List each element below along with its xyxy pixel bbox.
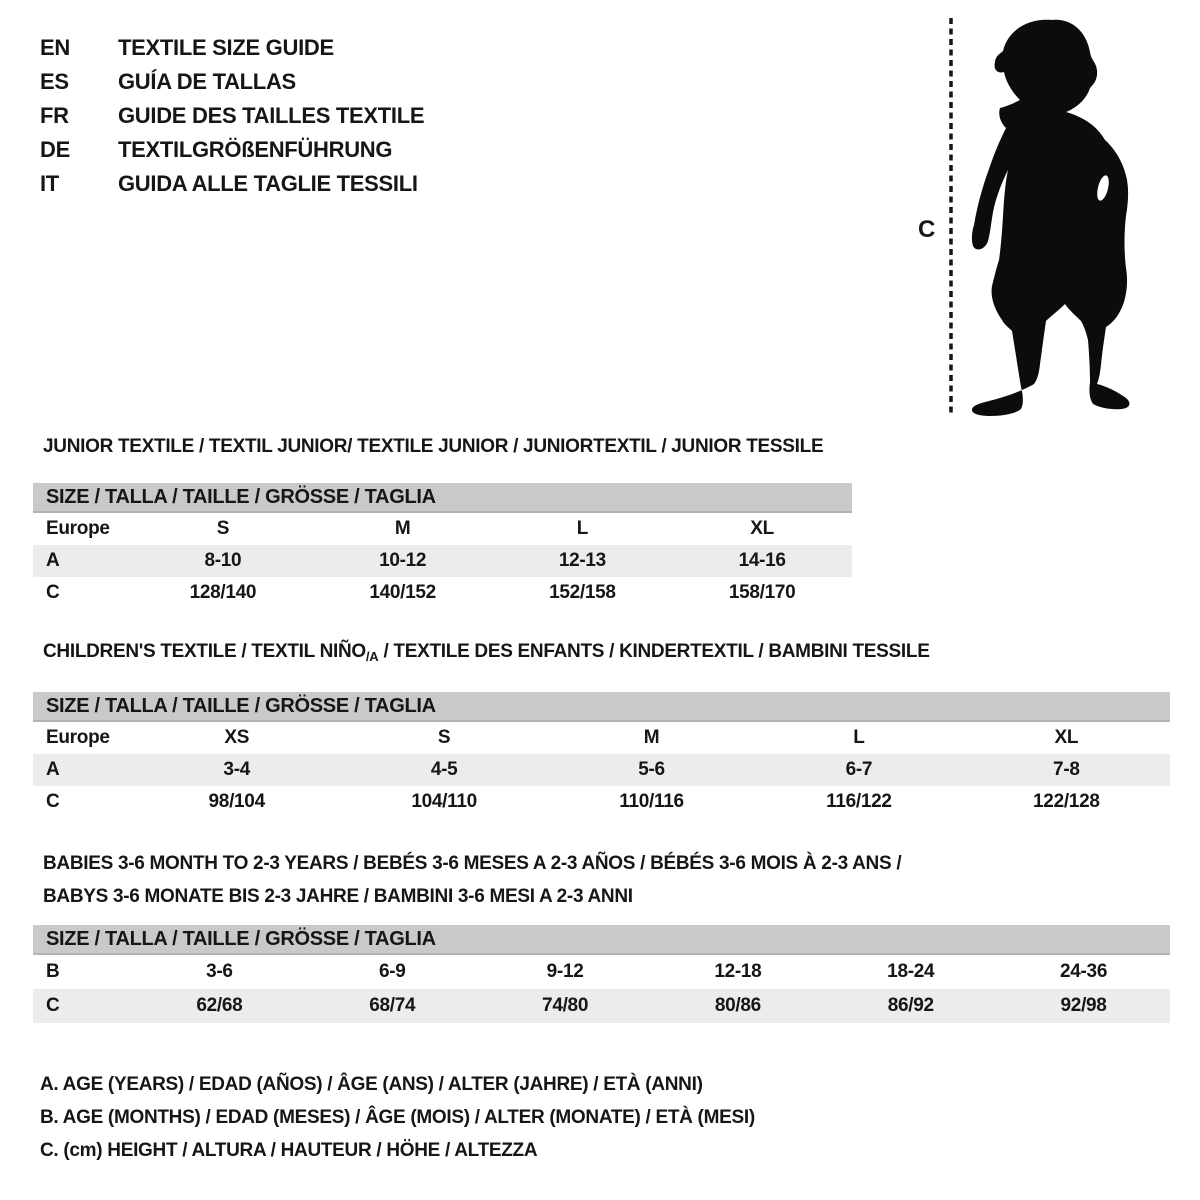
row-label: C bbox=[46, 791, 60, 812]
row-label: Europe bbox=[46, 727, 110, 748]
language-row-fr bbox=[40, 99, 424, 133]
children-title-post: / TEXTILE DES ENFANTS / KINDERTEXTIL / BAMBINI TESSILE bbox=[378, 641, 930, 662]
age-cell: 5-6 bbox=[638, 759, 665, 780]
language-title-list bbox=[40, 31, 424, 201]
size-cell: M bbox=[394, 518, 411, 539]
height-cell: 86/92 bbox=[887, 995, 934, 1016]
row-label: C bbox=[46, 582, 60, 603]
height-cell: 98/104 bbox=[208, 791, 265, 812]
babies-size-header-bar bbox=[33, 925, 1170, 955]
age-cell: 7-8 bbox=[1053, 759, 1080, 780]
height-cell: 68/74 bbox=[369, 995, 416, 1016]
height-cell: 80/86 bbox=[714, 995, 761, 1016]
table-row bbox=[33, 577, 852, 609]
height-cell: 152/158 bbox=[549, 582, 616, 603]
age-cell: 18-24 bbox=[887, 961, 935, 982]
age-cell: 3-4 bbox=[223, 759, 250, 780]
table-row bbox=[33, 786, 1170, 818]
height-cell: 110/116 bbox=[619, 791, 684, 812]
height-cell: 128/140 bbox=[189, 582, 257, 603]
table-row bbox=[33, 513, 852, 545]
babies-size-table bbox=[33, 925, 1170, 1023]
height-cell: 122/128 bbox=[1033, 791, 1100, 812]
junior-size-header-bar bbox=[33, 483, 852, 513]
age-cell: 8-10 bbox=[204, 550, 242, 571]
age-cell: 4-5 bbox=[430, 759, 458, 780]
size-cell: L bbox=[853, 727, 865, 748]
size-cell: XL bbox=[1054, 727, 1079, 748]
height-cell: 116/122 bbox=[826, 791, 892, 812]
height-cell: 62/68 bbox=[196, 995, 243, 1016]
row-label: C bbox=[46, 995, 60, 1016]
row-label: A bbox=[46, 759, 60, 780]
row-label: B bbox=[46, 961, 60, 982]
height-cell: 158/170 bbox=[728, 582, 796, 603]
table-row bbox=[33, 989, 1170, 1023]
language-row-es bbox=[40, 65, 424, 99]
row-label: Europe bbox=[46, 518, 110, 539]
height-cell: 140/152 bbox=[369, 582, 436, 603]
toddler-silhouette bbox=[972, 20, 1130, 416]
junior-size-table bbox=[33, 483, 852, 609]
age-cell: 24-36 bbox=[1060, 961, 1108, 982]
language-code-es: ES bbox=[40, 69, 69, 94]
children-size-header-label: SIZE / TALLA / TAILLE / GRÖSSE / TAGLIA bbox=[46, 695, 436, 717]
height-cell: 74/80 bbox=[542, 995, 589, 1016]
language-code-fr: FR bbox=[40, 103, 69, 128]
children-size-header-bar bbox=[33, 692, 1170, 722]
language-title-fr: GUIDE DES TAILLES TEXTILE bbox=[118, 103, 425, 128]
legend-line-b: B. AGE (MONTHS) / EDAD (MESES) / ÂGE (MOIS) / ALTER (MONATE) / ETÀ (MESI) bbox=[40, 1107, 755, 1128]
language-code-de: DE bbox=[40, 137, 70, 162]
size-cell: M bbox=[643, 727, 660, 748]
size-cell: XS bbox=[224, 727, 250, 748]
children-size-table bbox=[33, 692, 1170, 818]
babies-section-title bbox=[43, 847, 901, 913]
age-cell: 6-7 bbox=[845, 759, 873, 780]
age-cell: 12-13 bbox=[558, 550, 606, 571]
junior-section-title: JUNIOR TEXTILE / TEXTIL JUNIOR/ TEXTILE JUNIOR / JUNIORTEXTIL / JUNIOR TESSILE bbox=[43, 436, 824, 457]
size-cell: XL bbox=[750, 518, 774, 539]
size-cell: L bbox=[576, 518, 589, 539]
toddler-silhouette-figure bbox=[900, 0, 1150, 420]
children-title-sub: /A bbox=[365, 649, 379, 664]
babies-size-header-label: SIZE / TALLA / TAILLE / GRÖSSE / TAGLIA bbox=[46, 928, 436, 950]
size-cell: S bbox=[216, 518, 230, 539]
language-title-en: TEXTILE SIZE GUIDE bbox=[118, 35, 334, 60]
legend-line-a: A. AGE (YEARS) / EDAD (AÑOS) / ÂGE (ANS) / ALTER (JAHRE) / ETÀ (ANNI) bbox=[40, 1074, 703, 1095]
age-cell: 10-12 bbox=[379, 550, 427, 571]
age-cell: 12-18 bbox=[714, 961, 762, 982]
age-cell: 6-9 bbox=[378, 961, 406, 982]
legend-line-c: C. (cm) HEIGHT / ALTURA / HAUTEUR / HÖHE / ALTEZZA bbox=[40, 1140, 538, 1161]
language-row-de bbox=[40, 133, 424, 167]
age-cell: 9-12 bbox=[546, 961, 584, 982]
height-cell: 92/98 bbox=[1060, 995, 1107, 1016]
children-title-pre: CHILDREN'S TEXTILE / TEXTIL NIÑO bbox=[43, 641, 366, 662]
height-measure-label: C bbox=[918, 216, 936, 243]
language-code-en: EN bbox=[40, 35, 70, 60]
row-label: A bbox=[46, 550, 60, 571]
babies-title-line1: BABIES 3-6 MONTH TO 2-3 YEARS / BEBÉS 3-6 MESES A 2-3 AÑOS / BÉBÉS 3-6 MOIS À 2-3 ANS / bbox=[43, 853, 902, 874]
size-cell: S bbox=[437, 727, 451, 748]
babies-title-line2: BABYS 3-6 MONATE BIS 2-3 JAHRE / BAMBINI 3-6 MESI A 2-3 ANNI bbox=[43, 886, 633, 907]
height-cell: 104/110 bbox=[411, 791, 477, 812]
language-row-en bbox=[40, 31, 424, 65]
measure-legend bbox=[40, 1068, 755, 1167]
age-cell: 3-6 bbox=[206, 961, 233, 982]
table-row bbox=[33, 545, 852, 577]
language-row-it bbox=[40, 167, 424, 201]
junior-size-header-label: SIZE / TALLA / TAILLE / GRÖSSE / TAGLIA bbox=[46, 486, 436, 508]
language-title-it: GUIDA ALLE TAGLIE TESSILI bbox=[118, 171, 418, 196]
children-section-title bbox=[43, 641, 930, 664]
age-cell: 14-16 bbox=[738, 550, 786, 571]
table-row bbox=[33, 754, 1170, 786]
table-row bbox=[33, 955, 1170, 989]
table-row bbox=[33, 722, 1170, 754]
language-title-es: GUÍA DE TALLAS bbox=[118, 69, 296, 94]
language-code-it: IT bbox=[40, 171, 59, 196]
language-title-de: TEXTILGRÖßENFÜHRUNG bbox=[118, 137, 393, 162]
